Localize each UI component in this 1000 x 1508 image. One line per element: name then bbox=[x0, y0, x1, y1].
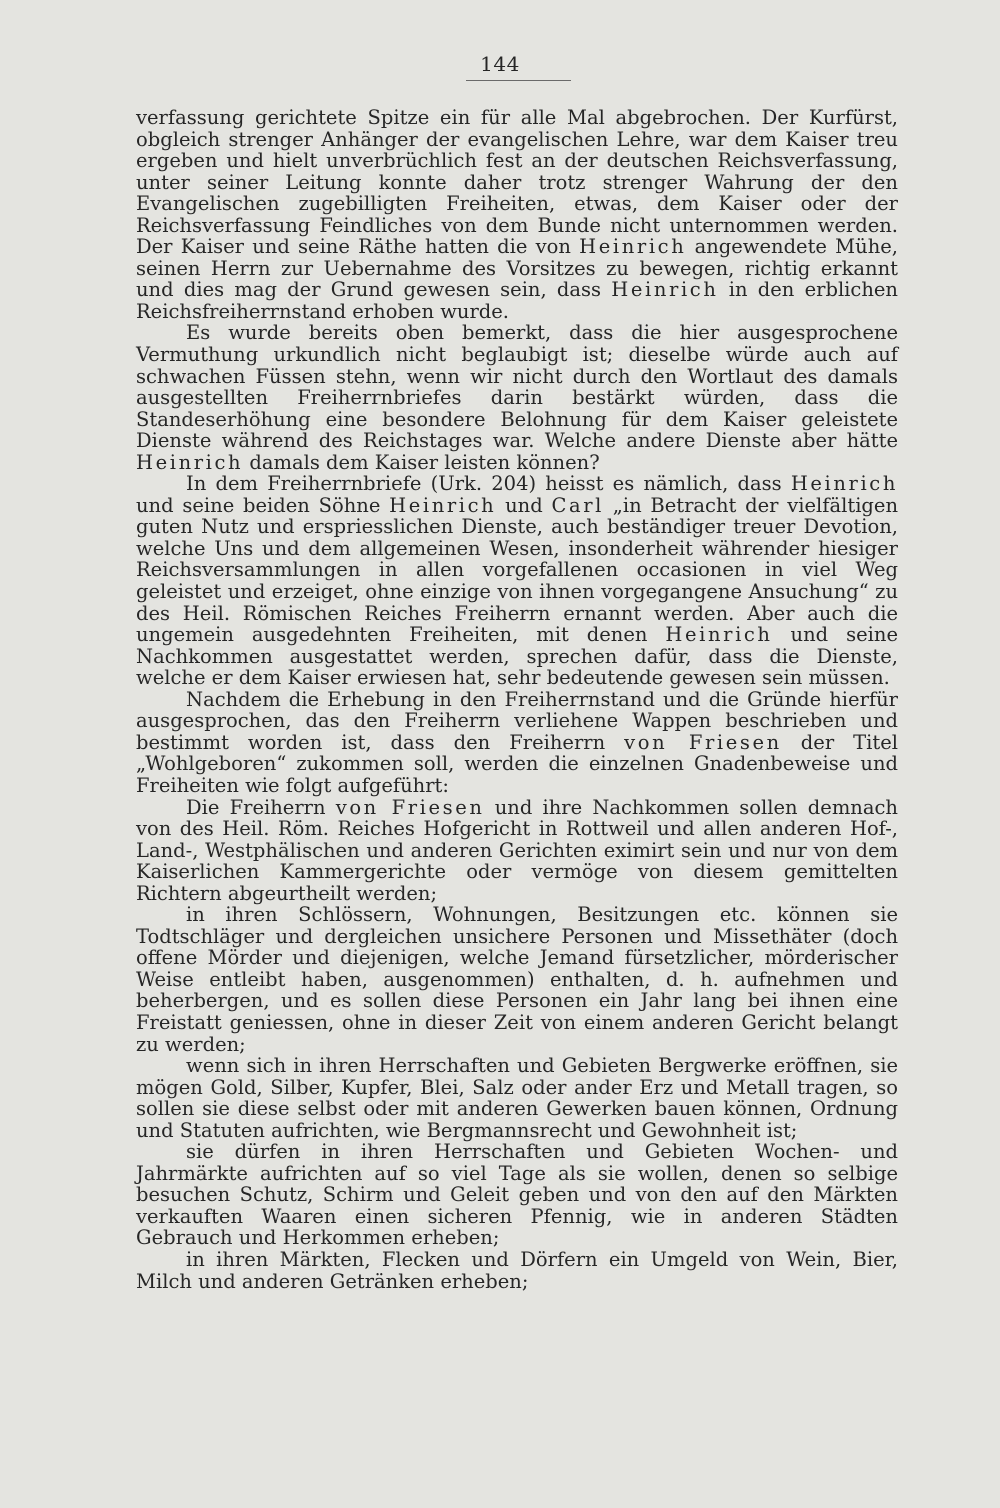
text-segment: und bbox=[496, 493, 552, 517]
text-segment: in den erblichen Reichsfreiherrnstand erhoben wurde. bbox=[136, 278, 898, 323]
spaced-name: von Friesen bbox=[624, 730, 782, 754]
paragraph bbox=[136, 1249, 898, 1292]
paragraph bbox=[136, 1141, 898, 1249]
text-segment: sie dürfen in ihren Herrschaften und Gebieten Wochen- und Jahrmärkte aufrichten auf so viel Tage als sie wollen, denen so selbige besuchen Schutz, Schirm und Geleit geben und von den auf den Märkten verkauften Waaren einen sicheren Pfennig, wie in anderen Städten Gebrauch und Herkommen erheben; bbox=[136, 1140, 898, 1250]
text-segment: In dem Freiherrnbriefe (Urk. 204) heisst es nämlich, dass bbox=[186, 472, 791, 496]
paragraph bbox=[136, 689, 898, 797]
text-segment: wenn sich in ihren Herrschaften und Gebieten Bergwerke eröffnen, sie mögen Gold, Silber, Kupfer, Blei, Salz oder ander Erz und Metall tragen, so sollen sie diese selbst oder mit anderen Gewerken bauen können, Ordnung und Statuten aufrichten, wie Bergmannsrecht und Gewohnheit ist; bbox=[136, 1054, 898, 1142]
spaced-name: Heinrich bbox=[389, 493, 497, 517]
spaced-name: von Friesen bbox=[335, 795, 485, 819]
paragraph bbox=[136, 797, 898, 905]
body-text bbox=[136, 107, 898, 1292]
paragraph bbox=[136, 473, 898, 688]
text-segment: und seine beiden Söhne bbox=[136, 493, 390, 517]
text-segment: und seine Nachkommen ausgestattet werden, sprechen dafür, dass die Dienste, welche er dem Kaiser erwiesen hat, sehr bedeutende gewesen sein müssen. bbox=[136, 623, 898, 690]
paragraph bbox=[136, 1055, 898, 1141]
page-header bbox=[0, 52, 1000, 76]
text-segment: damals dem Kaiser leisten können? bbox=[243, 450, 600, 474]
paragraph bbox=[136, 904, 898, 1055]
spaced-name: Carl bbox=[551, 493, 604, 517]
spaced-name: Heinrich bbox=[611, 278, 719, 302]
text-segment: „in Betracht der vielfältigen guten Nutz und erspriesslichen Dienste, auch beständiger treuer Devotion, welche Uns und dem allgemeinen Wesen, insonderheit währender hiesiger Reichsversammlungen in allen vorgefallenen occasionen in viel Weg geleistet und erzeiget, ohne einzige von ihnen vorgegangene Ansuchung“ zu des Heil. Römischen Reiches Freiherrn ernannt werden. Aber auch die ungemein ausgedehnten Freiheiten, mit denen bbox=[136, 493, 899, 647]
paragraph bbox=[136, 322, 898, 473]
text-segment: und ihre Nachkommen sollen demnach von des Heil. Röm. Reiches Hofgericht in Rottweil und allen anderen Hof-, Land-, Westphälischen und anderen Gerichten eximirt sein und nur von dem Kaiserlichen Kammergerichte oder vermöge von diesem gemittelten Richtern abgeurtheilt werden; bbox=[136, 795, 898, 905]
text-segment: angewendete Mühe, seinen Herrn zur Uebernahme des Vorsitzes zu bewegen, richtig erkannt und dies mag der Grund gewesen sein, dass bbox=[136, 235, 898, 302]
text-segment: Es wurde bereits oben bemerkt, dass die hier ausgesprochene Vermuthung urkundlich nicht beglaubigt ist; dieselbe würde auch auf schwachen Füssen stehn, wenn wir nicht durch den Wortlaut des damals ausgestellten Freiherrnbriefes darin bestärkt würden, dass die Standeserhöhung eine besondere Belohnung für dem Kaiser geleistete Dienste während des Reichstages war. Welche andere Dienste aber hätte bbox=[136, 321, 898, 453]
text-segment: der Titel „Wohlgeboren“ zukommen soll, werden die einzelnen Gnadenbeweise und Freiheiten wie folgt aufgeführt: bbox=[136, 730, 898, 797]
spaced-name: Heinrich bbox=[579, 235, 687, 259]
page-number: 144 bbox=[480, 52, 520, 76]
spaced-name: Heinrich bbox=[136, 450, 244, 474]
text-segment: in ihren Märkten, Flecken und Dörfern ein Umgeld von Wein, Bier, Milch und anderen Getränken erheben; bbox=[136, 1247, 898, 1293]
paragraph bbox=[136, 107, 898, 322]
spaced-name: Heinrich bbox=[665, 623, 773, 647]
spaced-name: Heinrich bbox=[790, 472, 898, 496]
header-rule bbox=[466, 80, 571, 81]
text-segment: Nachdem die Erhebung in den Freiherrnstand und die Gründe hierfür ausgesprochen, das den Freiherrn verliehene Wappen beschrieben und bestimmt worden ist, dass den Freiherrn bbox=[136, 687, 898, 754]
text-segment: Die Freiherrn bbox=[186, 795, 336, 819]
text-segment: in ihren Schlössern, Wohnungen, Besitzungen etc. können sie Todtschläger und dergleichen unsichere Personen und Missethäter (doch offene Mörder und diejenigen, welche Jemand fürsetzlicher, mörderischer Weise entleibt haben, ausgenommen) enthalten, d. h. aufnehmen und beherbergen, und es sollen diese Personen ein Jahr lang bei ihnen eine Freistatt geniessen, ohne in dieser Zeit von einem anderen Gericht belangt zu werden; bbox=[136, 903, 898, 1056]
text-segment: verfassung gerichtete Spitze ein für alle Mal abgebrochen. Der Kurfürst, obgleich strenger Anhänger der evangelischen Lehre, war dem Kaiser treu ergeben und hielt unverbrüchlich fest an der deutschen Reichsverfassung, unter seiner Leitung konnte daher trotz strenger Wahrung der den Evangelischen zugebilligten Freiheiten, etwas, dem Kaiser oder der Reichsverfassung Feindliches von dem Bunde nicht unternommen werden. Der Kaiser und seine Räthe hatten die von bbox=[136, 106, 898, 259]
